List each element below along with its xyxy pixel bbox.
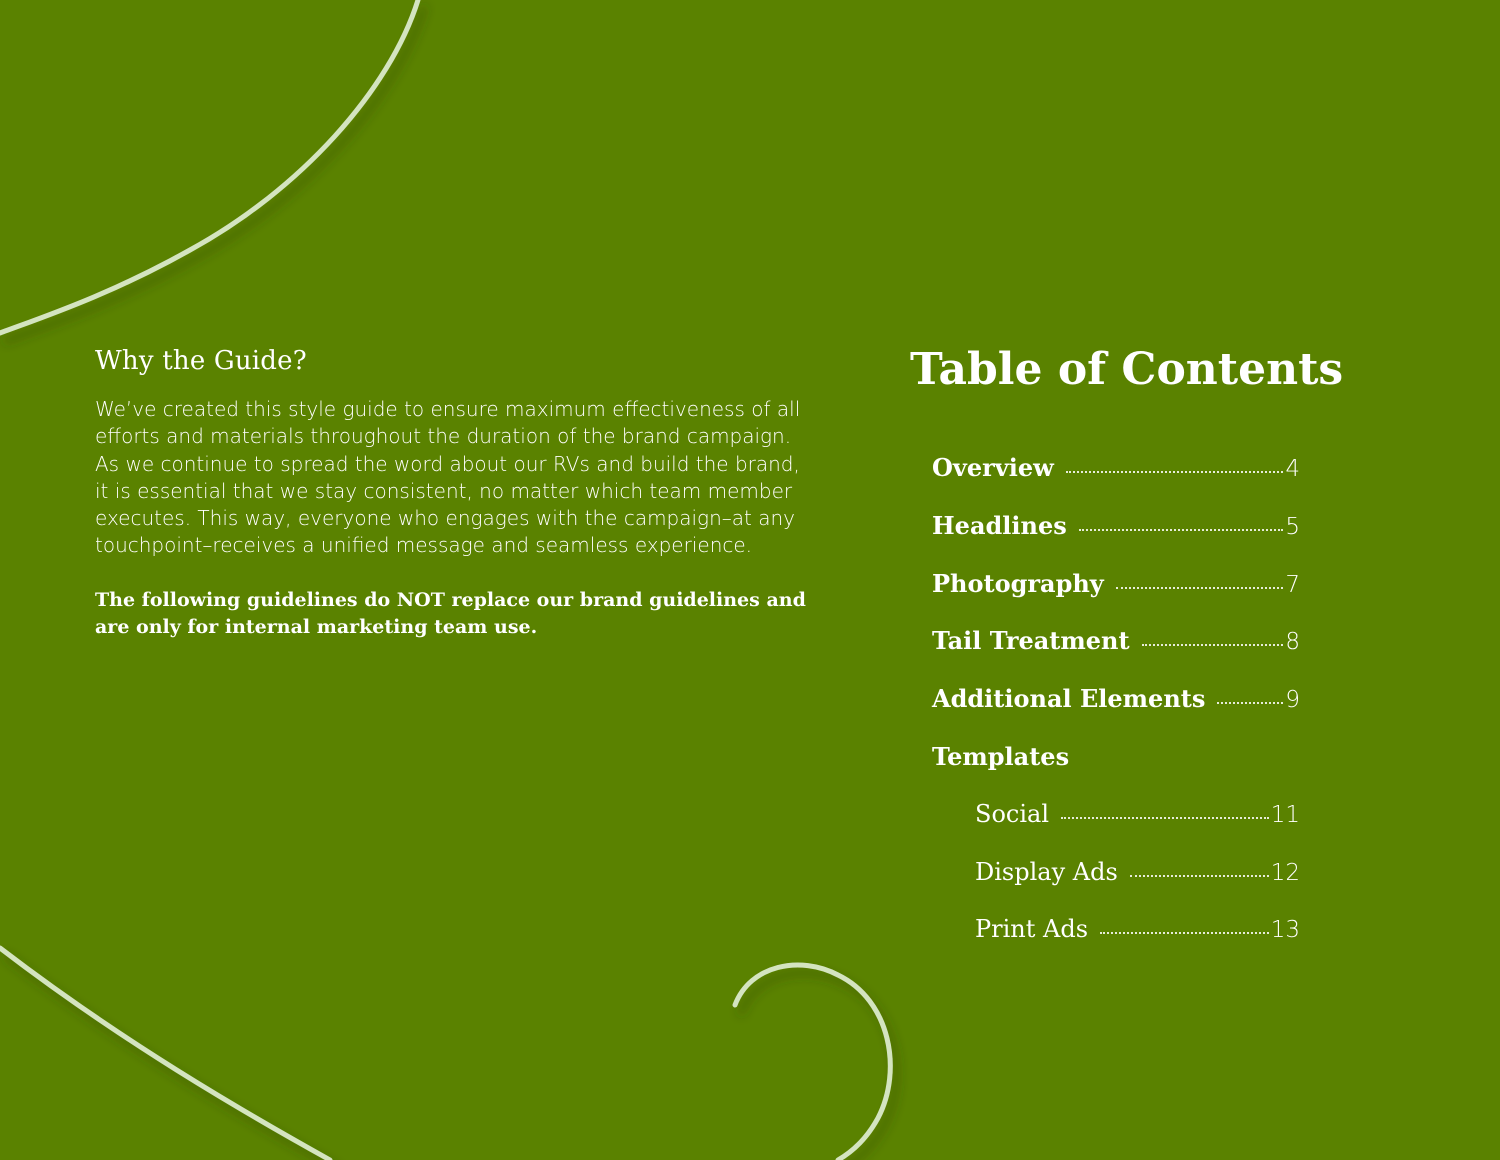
toc-item-page: 5 [1285, 513, 1300, 540]
toc-item-label: Tail Treatment [932, 626, 1130, 656]
toc-item-label: Photography [932, 568, 1104, 598]
intro-note: The following guidelines do NOT replace our brand guidelines and are only for internal marketing team use. [95, 588, 806, 639]
toc-item-label: Overview [932, 453, 1054, 482]
toc-title: Table of Contents [910, 344, 1344, 395]
toc-item-display-ads[interactable] [932, 847, 1300, 905]
dot-leader [1061, 817, 1269, 819]
toc-item-social[interactable] [932, 789, 1300, 847]
toc-item-overview[interactable] [932, 442, 1300, 500]
bottom-curl-line [735, 965, 890, 1160]
toc-item-additional-elements[interactable] [932, 673, 1300, 731]
dot-leader [1217, 702, 1283, 704]
dot-leader [1116, 587, 1284, 589]
bottom-swirl-line [0, 948, 330, 1160]
dot-leader [1130, 875, 1269, 877]
toc-item-photography[interactable] [932, 558, 1300, 616]
dot-leader [1079, 529, 1284, 531]
toc-item-label: Social [975, 799, 1049, 828]
toc-item-page: 13 [1270, 917, 1300, 944]
toc-item-label: Templates [932, 741, 1070, 771]
intro-body: We’ve created this style guide to ensure maximum effectiveness of all efforts and materials throughout the duration of the brand campaign. As we continue to spread the word about our RVs and build the brand, it is essential that we stay consistent, no matter which team member executes. This way, everyone who engages with the campaign–at any touchpoint–receives a unified message and seamless experience. [95, 397, 801, 558]
dot-leader [1142, 644, 1284, 646]
intro-section [95, 344, 815, 642]
toc-item-label: Print Ads [975, 915, 1089, 944]
dot-leader [1066, 471, 1284, 473]
toc-item-print-ads[interactable] [932, 904, 1300, 962]
toc-item-page: 9 [1285, 687, 1300, 714]
intro-heading: Why the Guide? [95, 346, 307, 376]
toc-item-label: Headlines [932, 510, 1067, 540]
toc-item-label: Display Ads [975, 857, 1118, 886]
toc-item-headlines[interactable] [932, 500, 1300, 558]
toc-item-page: 8 [1285, 629, 1300, 656]
toc-item-page: 11 [1270, 801, 1300, 828]
toc-item-page: 4 [1285, 456, 1300, 482]
table-of-contents [932, 442, 1300, 962]
toc-item-templates[interactable] [932, 731, 1300, 789]
top-swirl-line [0, 0, 418, 333]
dot-leader [1100, 932, 1269, 934]
toc-item-label: Additional Elements [932, 684, 1206, 714]
toc-item-page: 7 [1285, 571, 1300, 598]
toc-item-page: 12 [1270, 859, 1300, 886]
toc-item-tail-treatment[interactable] [932, 615, 1300, 673]
